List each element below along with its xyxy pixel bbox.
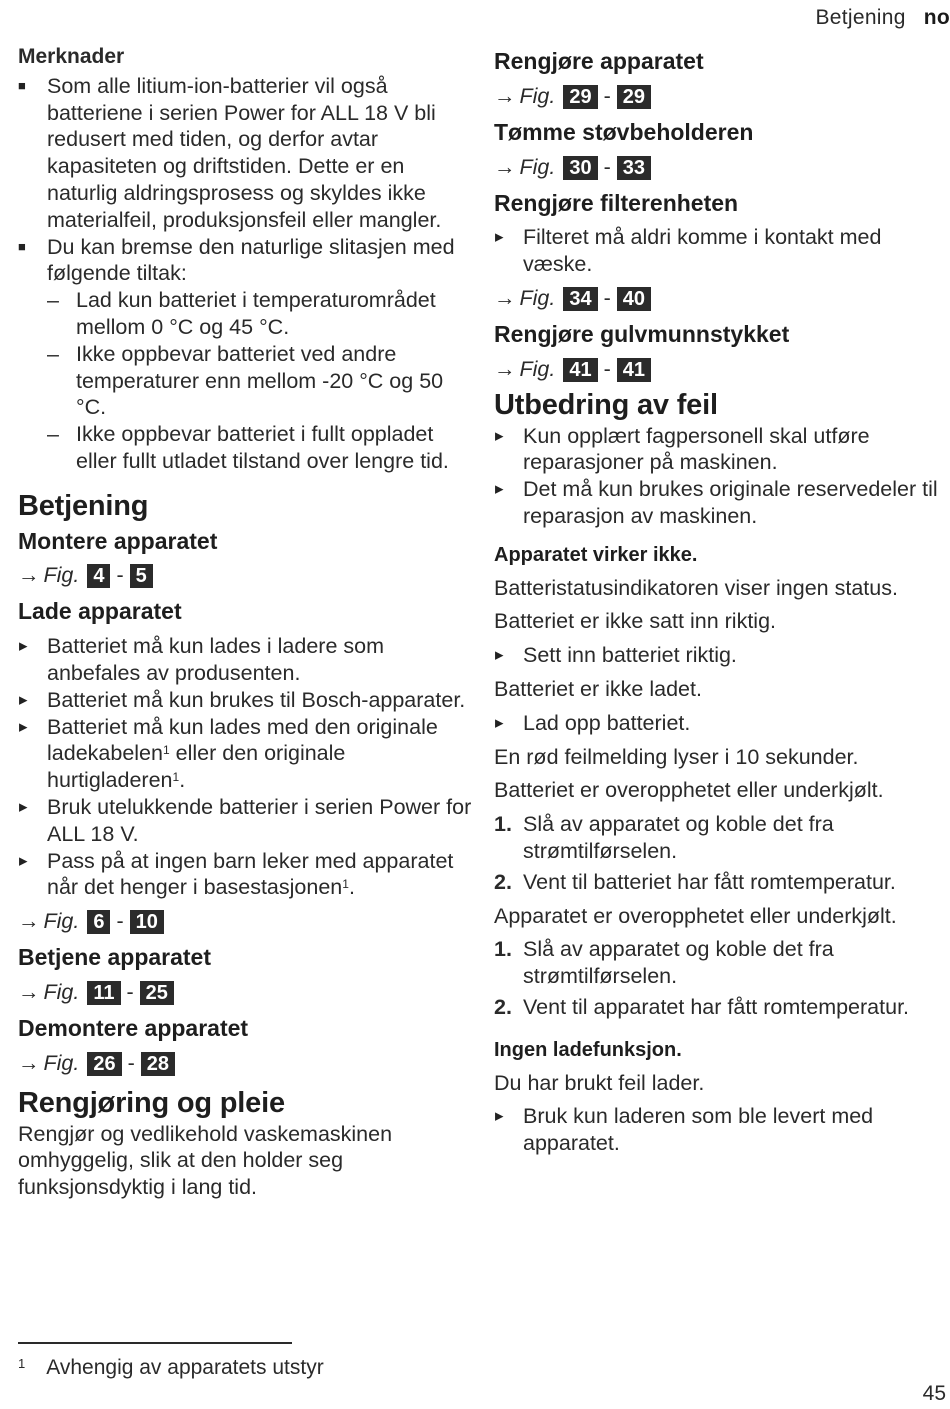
fig-number: 11 — [87, 981, 120, 1005]
arrow-icon: → — [18, 979, 40, 1004]
fig-label: Fig. — [519, 356, 556, 381]
paragraph: Batteriet er ikke ladet. — [494, 676, 702, 701]
subsection-title: Betjene apparatet — [18, 944, 212, 971]
fig-number: 41 — [563, 358, 597, 382]
subsection-title: Lade apparatet — [18, 598, 182, 625]
step-text: Slå av apparatet og koble det fra strømtilførselen. — [523, 812, 834, 863]
list-item: ▸ Bruk utelukkende batterier i serien Power for ALL 18 V. — [18, 794, 474, 848]
fig-number: 29 — [563, 85, 597, 109]
fig-dash: - — [116, 909, 124, 934]
fig-number: 28 — [141, 1052, 175, 1076]
item-text: eller den originale hurtigladeren — [47, 741, 346, 793]
list-item: ■ Som alle litium-ion-batterier vil også batteriene i serien Power for ALL 18 V bli redusert med tiden, og derfor avtar kapasiteten og driftstiden. Dette er en naturlig aldringsprosess og skyldes ikke materialfeil, produksjonsfeil eller mangler. — [18, 73, 474, 234]
fig-label: Fig. — [43, 563, 80, 588]
fig-dash: - — [127, 1050, 135, 1075]
fig-reference — [494, 83, 944, 109]
steps-list — [494, 936, 944, 1020]
fig-label: Fig. — [43, 979, 80, 1004]
subsection-title: Rengjøre filterenheten — [494, 189, 739, 216]
list-item — [494, 936, 944, 990]
fig-label: Fig. — [519, 154, 556, 179]
fig-label: Fig. — [43, 1050, 80, 1075]
fig-reference — [494, 154, 944, 180]
fig-number: 10 — [130, 910, 164, 934]
list-item — [494, 994, 944, 1021]
subsection-title: Montere apparatet — [18, 527, 218, 554]
paragraph: Du har brukt feil lader. — [494, 1070, 705, 1095]
list-item: ▸ Batteriet må kun lades i ladere som anbefales av produsenten. — [18, 633, 474, 687]
step-number: 2. — [494, 869, 512, 894]
paragraph: Batteristatusindikatoren viser ingen status. — [494, 575, 898, 600]
subsection-title: Rengjøre apparatet — [494, 48, 704, 74]
tips-list — [47, 287, 474, 475]
list-item: ▸ Filteret må aldri komme i kontakt med væske. — [494, 224, 944, 278]
step-number: 2. — [494, 994, 512, 1019]
arrow-icon: → — [18, 1050, 40, 1075]
paragraph: Batteriet er ikke satt inn riktig. — [494, 609, 776, 634]
fig-number: 6 — [87, 910, 110, 934]
paragraph: Rengjør og vedlikehold vaskemaskinen omhyggelig, slik at den holder seg funksjonsdyktig i lang tid. — [18, 1121, 393, 1200]
fig-number: 40 — [617, 287, 651, 311]
step-number: 1. — [494, 937, 512, 962]
footnote-divider — [18, 1342, 292, 1344]
fig-reference — [18, 908, 474, 934]
fig-number: 4 — [87, 564, 110, 588]
fig-number: 30 — [563, 156, 597, 180]
paragraph: Batteriet er overopphetet eller underkjølt. — [494, 778, 884, 803]
section-title-feil: Utbedring av feil — [494, 388, 718, 421]
fig-dash: - — [603, 83, 611, 108]
step-number: 1. — [494, 812, 512, 837]
action-list — [494, 1103, 944, 1157]
right-column — [494, 44, 944, 1157]
fig-reference — [494, 356, 944, 382]
steps-list — [494, 811, 944, 895]
arrow-icon: → — [18, 909, 40, 934]
running-header — [815, 6, 950, 30]
list-item: – Ikke oppbevar batteriet ved andre temperaturer enn mellom -20 °C og 50 °C. — [47, 341, 474, 421]
list-item — [494, 811, 944, 865]
list-item — [494, 869, 944, 896]
footnote-ref: 1 — [172, 770, 180, 785]
problem-title: Apparatet virker ikke. — [494, 543, 698, 566]
list-item: ▸ Sett inn batteriet riktig. — [494, 642, 944, 669]
item-text: Batteriet må kun lades med den originale ladekabelen — [47, 714, 438, 766]
list-item: ▸ Batteriet må kun lades med den originale ladekabelen$^1$ eller den originale hurtigladeren$^1$. — [18, 714, 474, 794]
fig-number: 41 — [617, 358, 651, 382]
arrow-icon: → — [18, 563, 40, 588]
fig-number: 5 — [130, 564, 153, 588]
step-text: Vent til batteriet har fått romtemperatur. — [523, 869, 896, 894]
footnote-ref: 1 — [162, 743, 170, 758]
fig-reference — [18, 979, 474, 1005]
item-text: Pass på at ingen barn leker med apparatet når det henger i basestasjonen — [47, 848, 454, 900]
subsection-title: Demontere apparatet — [18, 1014, 249, 1041]
left-column — [18, 44, 474, 1201]
list-item: ▸ Kun opplært fagpersonell skal utføre reparasjoner på maskinen. — [494, 423, 944, 477]
charging-list — [18, 633, 474, 901]
list-item: ▸ Batteriet må kun brukes til Bosch-apparater. — [18, 687, 474, 714]
fig-reference — [18, 562, 474, 588]
fig-number: 26 — [87, 1052, 121, 1076]
fig-dash: - — [603, 356, 611, 381]
fig-reference — [18, 1050, 474, 1076]
fig-number: 33 — [617, 156, 651, 180]
footnote — [18, 1356, 324, 1380]
fig-label: Fig. — [43, 909, 80, 934]
list-item: ▸ Lad opp batteriet. — [494, 710, 944, 737]
footnote-number: 1 — [18, 1356, 26, 1371]
header-lang: no — [923, 6, 950, 29]
fig-number: 29 — [617, 85, 651, 109]
list-item: ▸ Bruk kun laderen som ble levert med apparatet. — [494, 1103, 944, 1157]
section-title-betjening: Betjening — [18, 489, 149, 522]
arrow-icon: → — [494, 154, 516, 179]
step-text: Slå av apparatet og koble det fra strømtilførselen. — [523, 937, 834, 989]
footnote-ref: 1 — [342, 877, 349, 892]
list-item: ▸ Pass på at ingen barn leker med apparatet når det henger i basestasjonen$^1$. — [18, 848, 474, 902]
fig-label: Fig. — [519, 83, 556, 108]
section-title-rengjoring: Rengjøring og pleie — [18, 1086, 285, 1119]
fig-dash: - — [116, 563, 124, 588]
paragraph: Apparatet er overopphetet eller underkjølt. — [494, 903, 897, 928]
subsection-title: Tømme støvbeholderen — [494, 118, 754, 145]
page-number: 45 — [922, 1382, 946, 1405]
list-item: ▸ Det må kun brukes originale reservedeler til reparasjon av maskinen. — [494, 476, 944, 530]
repair-list — [494, 423, 944, 530]
step-text: Vent til apparatet har fått romtemperatur. — [523, 994, 910, 1019]
action-list — [494, 642, 944, 669]
filter-list — [494, 224, 944, 278]
subsection-title: Rengjøre gulvmunnstykket — [494, 320, 790, 347]
fig-dash: - — [603, 285, 611, 310]
footnote-text: Avhengig av apparatets utstyr — [46, 1356, 324, 1379]
arrow-icon: → — [494, 285, 516, 310]
fig-label: Fig. — [519, 285, 556, 310]
arrow-icon: → — [494, 83, 516, 108]
fig-dash: - — [603, 154, 611, 179]
list-item: – Lad kun batteriet i temperaturområdet mellom 0 °C og 45 °C. — [47, 287, 474, 341]
list-item: – Ikke oppbevar batteriet i fullt oppladet eller fullt utladet tilstand over lengre tid. — [47, 421, 474, 475]
problem-title: Ingen ladefunksjon. — [494, 1038, 682, 1061]
action-list — [494, 710, 944, 737]
arrow-icon: → — [494, 356, 516, 381]
fig-reference — [494, 285, 944, 311]
fig-number: 25 — [140, 981, 174, 1005]
notes-list — [18, 73, 474, 287]
paragraph: En rød feilmelding lyser i 10 sekunder. — [494, 744, 859, 769]
header-section: Betjening — [815, 6, 906, 29]
list-item: ■ Du kan bremse den naturlige slitasjen med følgende tiltak: — [18, 234, 474, 288]
fig-dash: - — [126, 979, 134, 1004]
fig-number: 34 — [563, 287, 597, 311]
notes-title: Merknader — [18, 45, 125, 68]
